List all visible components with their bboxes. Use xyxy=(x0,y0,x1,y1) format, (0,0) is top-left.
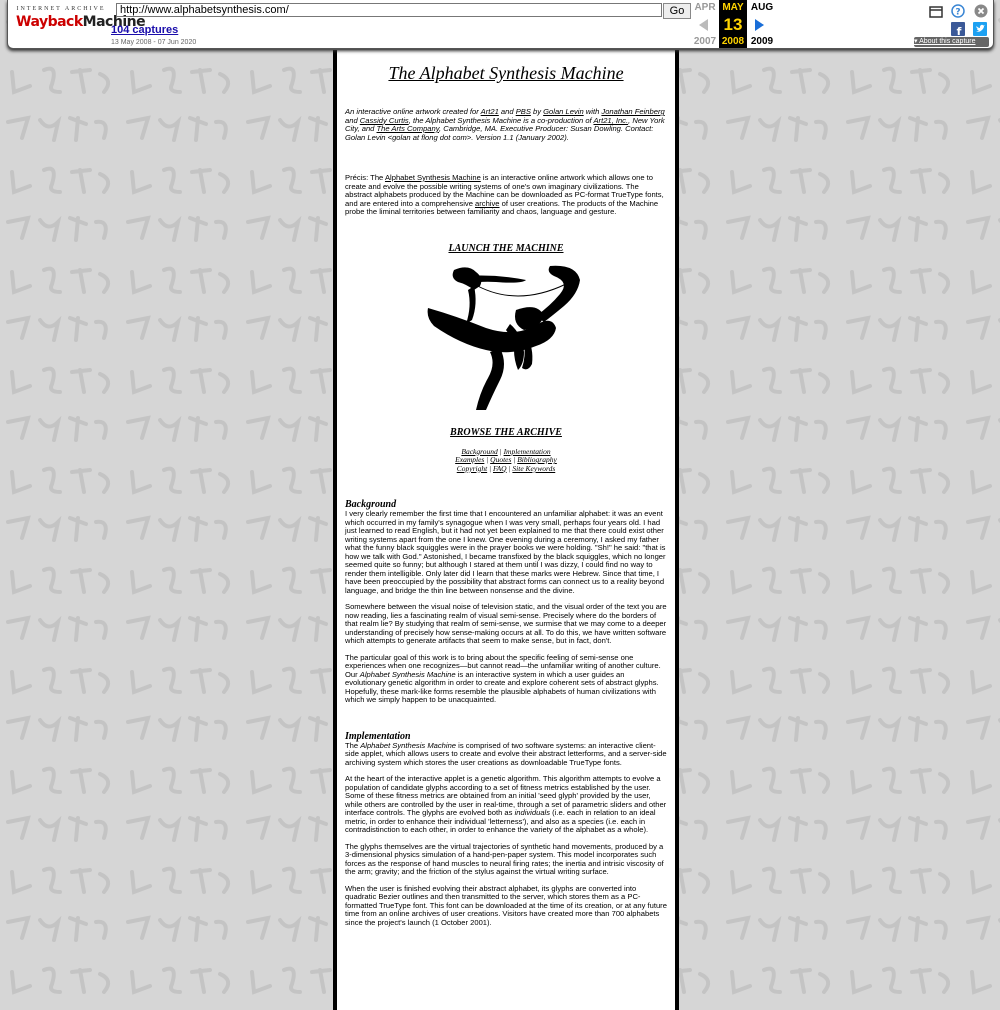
implementation-paragraph-3: The glyphs themselves are the virtual trajectories of synthetic hand movements, produced by a 3-dimensional physics simulation of a hand-pen-paper system. This model incorporates such forces as the response of hand muscles to neural firing rates; the inertia and intrisic viscosity of the arm; gravity; and the friction of the stylus against the virtual writing surface. xyxy=(345,841,664,877)
archive-link[interactable]: archive xyxy=(475,198,500,208)
implementation-paragraph-1 xyxy=(345,742,667,768)
capture-date-range: 13 May 2008 - 07 Jun 2020 xyxy=(111,39,197,46)
impl-p2-em: individuals xyxy=(514,808,551,818)
nav-copyright-link[interactable]: Copyright xyxy=(456,463,488,473)
bg-p3-b: is an interactive system in which a user guides an evolutionary genetic algorithm in order to create and explore coherent sets of abstract glyphs. Hopefully, these mark-like forms resemble the plausible alphabets of human civilizations with which we simply happen to be unacquainted. xyxy=(345,669,659,705)
precis-mid: is an interactive online artwork which allows one to create and evolve the possible writing systems of one's own imaginary civilizations. The abstract alphabets produced by the Machine can be downloaded as PC-format TrueType fonts, and are entered into a comprehensive xyxy=(345,173,664,208)
next-arrow-icon[interactable] xyxy=(755,19,764,31)
calendar-next[interactable] xyxy=(747,0,777,48)
intro-text-6: , the Alphabet Synthesis Machine is a co-production of xyxy=(408,115,594,125)
svg-text:f: f xyxy=(956,25,962,36)
logo-internet-archive: INTERNET ARCHIVE xyxy=(16,6,106,12)
current-month: MAY xyxy=(722,2,744,13)
art21-link[interactable]: Art21 xyxy=(480,107,499,116)
nav-separator: | xyxy=(497,446,504,456)
window-icon[interactable] xyxy=(929,5,943,19)
arts-company-link[interactable]: The Arts Company xyxy=(376,124,439,133)
prev-year: 2007 xyxy=(693,36,717,47)
logo-machine-word: Machine xyxy=(82,14,146,30)
about-capture-label: About this capture xyxy=(919,38,976,45)
background-paragraph-1: I very clearly remember the first time that I encountered an unfamiliar alphabet: it was an event which occurred in my family's synagogue when I was very small, perhaps four years old. I had just learned to read English, but it had not yet been explained to me that there could exist other writing systems apart from the one I knew. One evening during a ceremony, I asked my father what the funny black squiggles were in the prayer books we were holding. "Sh!" he said: "that is how we talk with God." Astonished, I became transfixed by the black squiggles, which no longer seemed quite so funny; but although I stared at them until I was dizzy, I could find no way to render them intelligible. Only later did I learn that these marks were Hebrew. Since that time, I have been preoccupied by the possibility that abstract forms can connect us to a reality beyond language, and bridge the thin line between nonsense and the divine. xyxy=(345,509,666,595)
wayback-toolbar xyxy=(7,0,994,49)
nav-background-link[interactable]: Background xyxy=(461,446,498,456)
jonathan-feinberg-link[interactable]: Jonathan Feinberg xyxy=(601,107,665,116)
svg-text:?: ? xyxy=(955,7,961,18)
golan-levin-link[interactable]: Golan Levin xyxy=(543,107,584,116)
next-year: 2009 xyxy=(750,36,774,47)
prev-month: APR xyxy=(694,2,716,13)
content-column xyxy=(333,50,679,1010)
nav-keywords-link[interactable]: Site Keywords xyxy=(512,463,556,473)
cassidy-curtis-link[interactable]: Cassidy Curtis xyxy=(359,115,409,125)
nav-row-3 xyxy=(345,465,667,474)
intro-text-5: and xyxy=(345,115,360,125)
background-paragraph-3 xyxy=(345,654,667,705)
help-icon[interactable] xyxy=(951,4,965,18)
launch-machine-link[interactable]: LAUNCH THE MACHINE xyxy=(448,242,564,254)
nav-examples-link[interactable]: Examples xyxy=(455,455,485,465)
captures-link[interactable]: 104 captures xyxy=(111,24,179,36)
calendar-prev[interactable] xyxy=(691,0,719,48)
twitter-icon[interactable] xyxy=(973,22,987,36)
intro-credits xyxy=(345,108,667,142)
implementation-paragraph-2 xyxy=(345,775,667,835)
intro-text-7: , New York City, and xyxy=(345,115,665,133)
precis-lead: Précis: The xyxy=(345,173,385,182)
implementation-paragraph-4: When the user is finished evolving their abstract alphabet, its glyphs are converted into quadratic Bezier outlines and then transmitted to the server, which stores them as a PC-formatted TrueType font. This font can be downloaded at the time of its creation, or at any future time from an online archives of user creations. Visitors have created more than 700 alphabets since the project's launch (1 October 2001). xyxy=(345,883,667,927)
facebook-icon[interactable] xyxy=(951,22,965,36)
current-year: 2008 xyxy=(721,36,745,47)
nav-separator: | xyxy=(487,463,493,473)
close-icon[interactable] xyxy=(974,4,988,18)
implementation-heading: Implementation xyxy=(345,730,411,742)
nav-faq-link[interactable]: FAQ xyxy=(492,463,507,473)
prev-arrow-icon[interactable] xyxy=(699,19,708,31)
about-capture-button[interactable]: ▾ About this capture xyxy=(914,37,989,47)
calendar-current xyxy=(719,0,747,48)
intro-text-2: and xyxy=(498,107,516,116)
nav-bibliography-link[interactable]: Bibliography xyxy=(517,455,557,465)
go-button[interactable]: Go xyxy=(663,3,691,19)
impl-p1-em: Alphabet Synthesis Machine xyxy=(360,740,457,750)
url-input[interactable]: http://www.alphabetsynthesis.com/ xyxy=(116,3,662,17)
intro-text-1: An interactive online artwork created for xyxy=(345,107,481,116)
pbs-link[interactable]: PBS xyxy=(515,107,531,116)
impl-p1-a: The xyxy=(345,740,361,750)
impl-p1-b: is comprised of two software systems: an interactive client-side applet, which allows users to create and evolve their abstract letterforms, and a server-side archiving system which stores the user creations as downloadable TrueType fonts. xyxy=(345,740,667,767)
precis-end: of user creations. The products of the Machine probe the liminal territories between familiarity and chaos, language and gesture. xyxy=(345,198,659,216)
nav-separator: | xyxy=(506,463,513,473)
nav-implementation-link[interactable]: Implementation xyxy=(503,446,551,456)
art21-inc-link[interactable]: Art21, Inc. xyxy=(593,115,629,125)
browse-archive-link[interactable]: BROWSE THE ARCHIVE xyxy=(450,426,562,438)
intro-text-3: by xyxy=(530,107,544,116)
impl-p2-b: (i.e. each in relation to an ideal metric, in order to enhance their individual 'letterness'), and also as a species (i.e. each in contradistinction to each other, in order to enhance the variety of the alphabet as a whole). xyxy=(345,808,656,835)
bg-p3-a: The particular goal of this work is to bring about the specific feeling of semi-sense one experiences when one recognizes—but cannot read—the unfamiliar writing of another culture. Our xyxy=(345,652,661,679)
precis-paragraph xyxy=(345,174,667,217)
intro-text-4: with xyxy=(583,107,602,116)
brush-glyph-image[interactable] xyxy=(426,264,586,412)
current-day: 13 xyxy=(723,15,743,34)
intro-text-8: , Cambridge, MA. Executive Producer: Susan Dowling. Contact: Golan Levin <golan at flong dot com>. Version 1.1 (January 2002). xyxy=(345,124,654,142)
alphabet-synthesis-link[interactable]: Alphabet Synthesis Machine xyxy=(384,173,481,182)
logo-wayback-word: Wayback xyxy=(16,14,83,30)
background-paragraph-2: Somewhere between the visual noise of television static, and the visual order of the text you are now reading, lies a fascinating realm of visual semi-sense. Precisely where do the borders of that realm lie? By studying that realm of semi-sense, we surmise that we may come to a deeper understanding of precisely how sense-making occurs at all. To do this, we have written software which attempts to generate artifacts that seem to make sense, but in fact, don't. xyxy=(345,602,667,646)
logo-wayback-machine xyxy=(16,14,146,30)
bg-p3-em: Alphabet Synthesis Machine xyxy=(359,669,456,679)
page-title: The Alphabet Synthesis Machine xyxy=(388,63,624,83)
impl-p2-a: At the heart of the interactive applet is a genetic algorithm. This algorithm attempts to evolve a population of candidate glyphs according to a set of fitness metrics established by the user. Some of these fitness metrics are obtained from an initial 'seed glyph' provided by the user, while others are controlled by the user in real-time, through a set of parametric sliders and other interface controls. The glyphs are evolved both as xyxy=(345,774,667,818)
section-nav xyxy=(345,448,667,474)
background-heading: Background xyxy=(345,499,397,511)
nav-separator: | xyxy=(484,455,491,465)
nav-separator: | xyxy=(511,455,518,465)
nav-quotes-link[interactable]: Quotes xyxy=(490,455,512,465)
next-month: AUG xyxy=(750,2,774,13)
